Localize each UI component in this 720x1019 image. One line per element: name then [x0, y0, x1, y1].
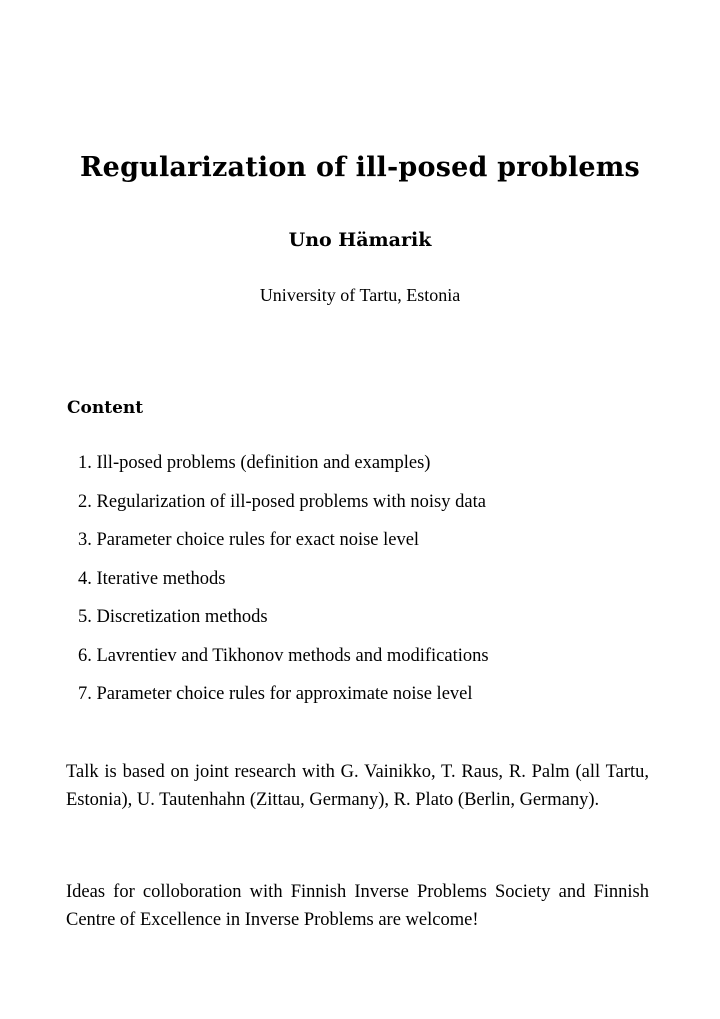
content-item-5: 5. Discretization methods [78, 607, 268, 627]
content-item-4: 4. Iterative methods [78, 568, 226, 589]
content-item-7: 7. Parameter choice rules for approximate noise level [78, 684, 473, 704]
invitation-paragraph: Ideas for colloboration with Finnish Inverse Problems Society and Finnish Centre of Excellence in Inverse Problems are welcome! [66, 882, 649, 930]
content-heading: Content [67, 398, 144, 418]
content-item-6: 6. Lavrentiev and Tikhonov methods and modifications [78, 645, 489, 666]
content-list [78, 451, 489, 721]
content-item-1: 1. Ill-posed problems (definition and examples) [78, 453, 431, 473]
collaboration-paragraph: Talk is based on joint research with G. Vainikko, T. Raus, R. Palm (all Tartu, Estonia), U. Tautenhahn (Zittau, Germany), R. Plato (Berlin, Germany). [66, 762, 649, 810]
author-affiliation: University of Tartu, Estonia [259, 285, 461, 305]
content-item-3: 3. Parameter choice rules for exact noise level [78, 530, 420, 550]
page-title: Regularization of ill-posed problems [80, 152, 640, 183]
content-item-2: 2. Regularization of ill-posed problems with noisy data [78, 491, 486, 512]
author-name: Uno Hämarik [288, 229, 432, 251]
